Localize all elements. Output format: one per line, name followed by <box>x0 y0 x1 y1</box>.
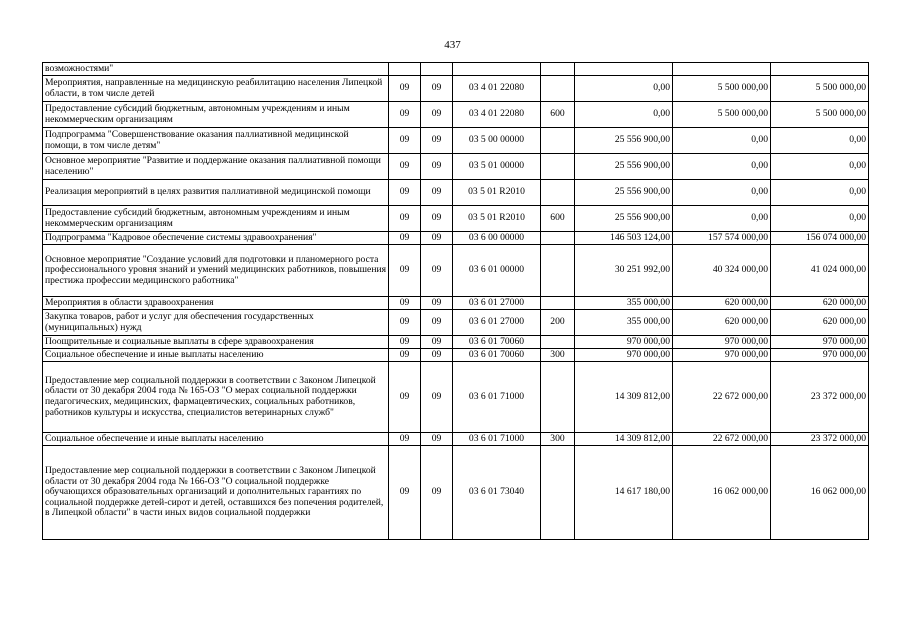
row-target-article-cell: 03 6 01 71000 <box>453 362 541 433</box>
row-amount-year3-cell: 0,00 <box>771 154 869 180</box>
row-amount-year1-cell: 0,00 <box>575 102 673 128</box>
row-target-article-cell: 03 5 01 R2010 <box>453 206 541 232</box>
row-section-cell: 09 <box>389 102 421 128</box>
row-amount-year3-cell: 16 062 000,00 <box>771 446 869 540</box>
row-expense-type-cell <box>541 362 575 433</box>
row-amount-year2-cell: 0,00 <box>673 128 771 154</box>
row-amount-year1-cell <box>575 63 673 76</box>
row-expense-type-cell <box>541 180 575 206</box>
row-amount-year1-cell: 146 503 124,00 <box>575 232 673 245</box>
table-row <box>43 297 869 310</box>
row-name-cell: Подпрограмма "Совершенствование оказания паллиативной медицинской помощи, в том числе детям" <box>43 128 389 154</box>
row-name-cell: возможностями" <box>43 63 389 76</box>
row-amount-year2-cell: 0,00 <box>673 180 771 206</box>
row-subsection-cell: 09 <box>421 154 453 180</box>
row-amount-year2-cell <box>673 63 771 76</box>
row-amount-year1-cell: 970 000,00 <box>575 349 673 362</box>
row-subsection-cell: 09 <box>421 446 453 540</box>
row-section-cell: 09 <box>389 349 421 362</box>
row-section-cell: 09 <box>389 154 421 180</box>
table-row <box>43 154 869 180</box>
row-amount-year3-cell: 620 000,00 <box>771 297 869 310</box>
row-amount-year2-cell: 0,00 <box>673 154 771 180</box>
row-section-cell: 09 <box>389 128 421 154</box>
row-expense-type-cell: 600 <box>541 102 575 128</box>
table-row <box>43 76 869 102</box>
row-amount-year2-cell: 5 500 000,00 <box>673 102 771 128</box>
row-amount-year1-cell: 355 000,00 <box>575 310 673 336</box>
row-section-cell: 09 <box>389 446 421 540</box>
row-expense-type-cell <box>541 63 575 76</box>
row-amount-year1-cell: 25 556 900,00 <box>575 206 673 232</box>
row-section-cell: 09 <box>389 232 421 245</box>
row-target-article-cell: 03 6 01 73040 <box>453 446 541 540</box>
row-amount-year2-cell: 5 500 000,00 <box>673 76 771 102</box>
row-amount-year3-cell: 5 500 000,00 <box>771 76 869 102</box>
row-section-cell: 09 <box>389 76 421 102</box>
row-name-cell: Предоставление субсидий бюджетным, автономным учреждениям и иным некоммерческим организациям <box>43 206 389 232</box>
row-target-article-cell: 03 6 01 00000 <box>453 245 541 297</box>
row-name-cell: Предоставление мер социальной поддержки в соответствии с Законом Липецкой области от 30 декабря 2004 года № 166-ОЗ "О социальной поддержке обучающихся образовательных организаций и дополнительных гарантиях по социальной поддержке детей-сирот и детей, оставшихся без попечения родителей, в Липецкой области" в части иных видов социальной поддержки <box>43 446 389 540</box>
row-amount-year1-cell: 25 556 900,00 <box>575 154 673 180</box>
page-number: 437 <box>444 39 461 51</box>
row-amount-year1-cell: 14 617 180,00 <box>575 446 673 540</box>
row-target-article-cell: 03 4 01 22080 <box>453 76 541 102</box>
row-amount-year2-cell: 157 574 000,00 <box>673 232 771 245</box>
row-subsection-cell: 09 <box>421 310 453 336</box>
row-section-cell <box>389 63 421 76</box>
row-expense-type-cell <box>541 446 575 540</box>
row-name-cell: Мероприятия, направленные на медицинскую реабилитацию населения Липецкой области, в том числе детей <box>43 76 389 102</box>
row-name-cell: Предоставление субсидий бюджетным, автономным учреждениям и иным некоммерческим организациям <box>43 102 389 128</box>
row-name-cell: Основное мероприятие "Создание условий для подготовки и планомерного роста профессионального уровня знаний и умений медицинских работников, повышения престижа профессии медицинского работника" <box>43 245 389 297</box>
row-name-cell: Социальное обеспечение и иные выплаты населению <box>43 433 389 446</box>
row-expense-type-cell <box>541 154 575 180</box>
row-amount-year3-cell: 41 024 000,00 <box>771 245 869 297</box>
row-target-article-cell <box>453 63 541 76</box>
row-expense-type-cell <box>541 76 575 102</box>
row-amount-year2-cell: 970 000,00 <box>673 336 771 349</box>
row-target-article-cell: 03 4 01 22080 <box>453 102 541 128</box>
row-target-article-cell: 03 5 01 00000 <box>453 154 541 180</box>
row-amount-year1-cell: 14 309 812,00 <box>575 433 673 446</box>
row-target-article-cell: 03 6 01 70060 <box>453 336 541 349</box>
row-subsection-cell: 09 <box>421 206 453 232</box>
row-expense-type-cell: 300 <box>541 433 575 446</box>
row-amount-year2-cell: 620 000,00 <box>673 310 771 336</box>
row-subsection-cell: 09 <box>421 336 453 349</box>
row-amount-year1-cell: 970 000,00 <box>575 336 673 349</box>
table-row <box>43 206 869 232</box>
row-subsection-cell: 09 <box>421 128 453 154</box>
table-row <box>43 310 869 336</box>
table-row <box>43 232 869 245</box>
row-amount-year3-cell: 23 372 000,00 <box>771 362 869 433</box>
row-section-cell: 09 <box>389 206 421 232</box>
row-amount-year1-cell: 25 556 900,00 <box>575 180 673 206</box>
row-amount-year2-cell: 16 062 000,00 <box>673 446 771 540</box>
row-amount-year2-cell: 40 324 000,00 <box>673 245 771 297</box>
row-expense-type-cell: 300 <box>541 349 575 362</box>
row-name-cell: Подпрограмма "Кадровое обеспечение системы здравоохранения" <box>43 232 389 245</box>
row-amount-year1-cell: 14 309 812,00 <box>575 362 673 433</box>
row-target-article-cell: 03 5 00 00000 <box>453 128 541 154</box>
row-amount-year2-cell: 0,00 <box>673 206 771 232</box>
row-expense-type-cell: 200 <box>541 310 575 336</box>
row-name-cell: Основное мероприятие "Развитие и поддержание оказания паллиативной помощи населению" <box>43 154 389 180</box>
row-amount-year3-cell: 970 000,00 <box>771 349 869 362</box>
row-subsection-cell: 09 <box>421 232 453 245</box>
table-row <box>43 102 869 128</box>
row-amount-year3-cell <box>771 63 869 76</box>
row-section-cell: 09 <box>389 297 421 310</box>
table-row <box>43 446 869 540</box>
row-amount-year1-cell: 30 251 992,00 <box>575 245 673 297</box>
row-section-cell: 09 <box>389 245 421 297</box>
row-amount-year3-cell: 0,00 <box>771 128 869 154</box>
row-section-cell: 09 <box>389 310 421 336</box>
table-row <box>43 63 869 76</box>
row-expense-type-cell: 600 <box>541 206 575 232</box>
row-amount-year2-cell: 22 672 000,00 <box>673 362 771 433</box>
row-subsection-cell: 09 <box>421 180 453 206</box>
row-name-cell: Предоставление мер социальной поддержки в соответствии с Законом Липецкой области от 30 декабря 2004 года № 165-ОЗ "О мерах социальной поддержки педагогических, медицинских, фармацевтических, социальных работников, работников культуры и искусства, специалистов ветеринарных служб" <box>43 362 389 433</box>
table-row <box>43 433 869 446</box>
row-amount-year2-cell: 22 672 000,00 <box>673 433 771 446</box>
row-subsection-cell: 09 <box>421 297 453 310</box>
row-name-cell: Социальное обеспечение и иные выплаты населению <box>43 349 389 362</box>
row-subsection-cell: 09 <box>421 362 453 433</box>
row-name-cell: Поощрительные и социальные выплаты в сфере здравоохранения <box>43 336 389 349</box>
table-row <box>43 128 869 154</box>
row-target-article-cell: 03 5 01 R2010 <box>453 180 541 206</box>
row-section-cell: 09 <box>389 336 421 349</box>
row-amount-year3-cell: 5 500 000,00 <box>771 102 869 128</box>
row-name-cell: Мероприятия в области здравоохранения <box>43 297 389 310</box>
row-target-article-cell: 03 6 01 27000 <box>453 310 541 336</box>
row-amount-year2-cell: 970 000,00 <box>673 349 771 362</box>
row-expense-type-cell <box>541 232 575 245</box>
row-target-article-cell: 03 6 01 71000 <box>453 433 541 446</box>
row-amount-year3-cell: 0,00 <box>771 180 869 206</box>
row-amount-year2-cell: 620 000,00 <box>673 297 771 310</box>
row-amount-year1-cell: 25 556 900,00 <box>575 128 673 154</box>
row-expense-type-cell <box>541 297 575 310</box>
budget-table <box>42 62 869 540</box>
row-subsection-cell: 09 <box>421 102 453 128</box>
row-subsection-cell <box>421 63 453 76</box>
row-target-article-cell: 03 6 01 27000 <box>453 297 541 310</box>
row-subsection-cell: 09 <box>421 349 453 362</box>
row-amount-year3-cell: 620 000,00 <box>771 310 869 336</box>
row-amount-year1-cell: 355 000,00 <box>575 297 673 310</box>
row-expense-type-cell <box>541 245 575 297</box>
row-amount-year3-cell: 970 000,00 <box>771 336 869 349</box>
row-subsection-cell: 09 <box>421 76 453 102</box>
row-expense-type-cell <box>541 336 575 349</box>
table-row <box>43 349 869 362</box>
table-row <box>43 180 869 206</box>
row-amount-year3-cell: 0,00 <box>771 206 869 232</box>
row-name-cell: Реализация мероприятий в целях развития паллиативной медицинской помощи <box>43 180 389 206</box>
row-subsection-cell: 09 <box>421 433 453 446</box>
table-row <box>43 245 869 297</box>
table-row <box>43 336 869 349</box>
row-section-cell: 09 <box>389 180 421 206</box>
row-amount-year1-cell: 0,00 <box>575 76 673 102</box>
table-row <box>43 362 869 433</box>
row-target-article-cell: 03 6 00 00000 <box>453 232 541 245</box>
row-section-cell: 09 <box>389 362 421 433</box>
row-expense-type-cell <box>541 128 575 154</box>
row-amount-year3-cell: 156 074 000,00 <box>771 232 869 245</box>
row-name-cell: Закупка товаров, работ и услуг для обеспечения государственных (муниципальных) нужд <box>43 310 389 336</box>
row-amount-year3-cell: 23 372 000,00 <box>771 433 869 446</box>
row-target-article-cell: 03 6 01 70060 <box>453 349 541 362</box>
row-section-cell: 09 <box>389 433 421 446</box>
row-subsection-cell: 09 <box>421 245 453 297</box>
